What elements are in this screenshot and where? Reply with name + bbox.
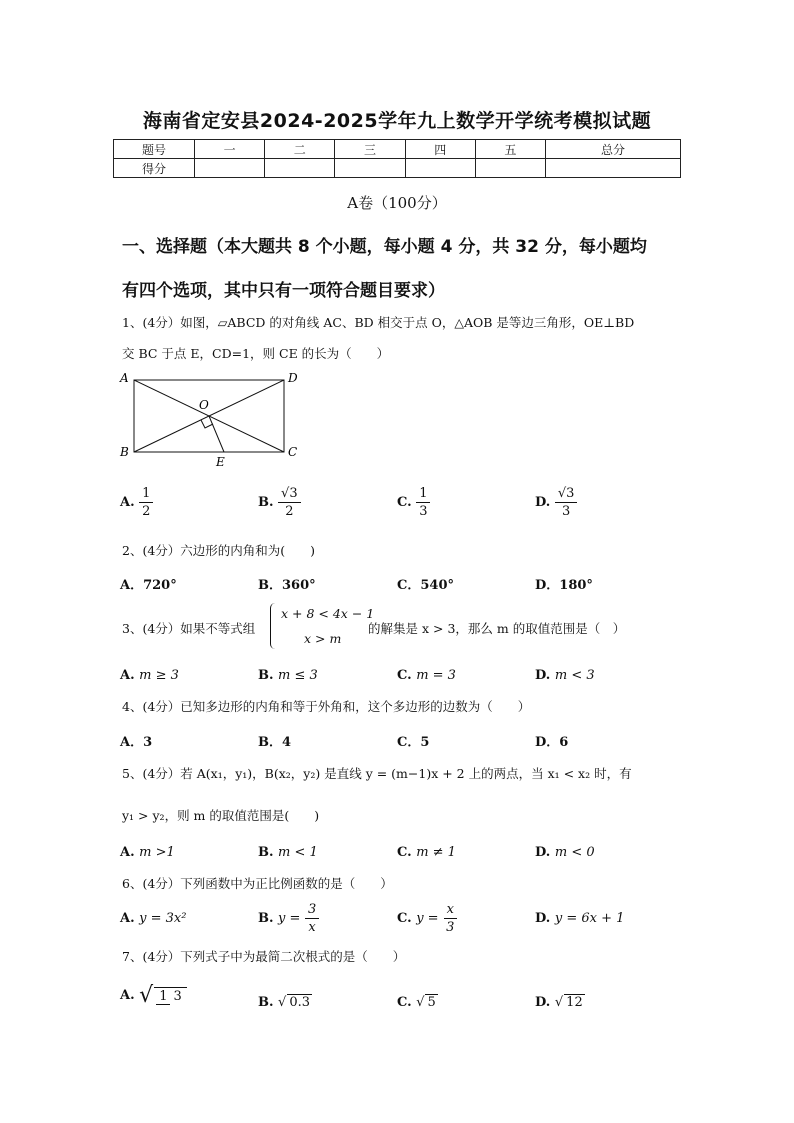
q6-option-a[interactable]: A. y = 3x² [120,911,187,926]
paper-label: A卷（100分） [347,194,447,212]
score-cell: 三 [335,140,405,159]
score-input-cell[interactable] [546,159,681,178]
score-table-header-row [114,140,681,159]
radical-sign: √ [416,995,425,1010]
q3-option-b[interactable]: B. m ≤ 3 [258,668,318,683]
section-heading-line1: 一、选择题（本大题共 8 个小题，每小题 4 分，共 32 分，每小题均 [122,237,647,257]
q7-option-a[interactable]: A. √ 1 3 [120,983,187,1008]
q1-option-a[interactable]: A. $\frac{1}{2}$ [120,485,153,520]
score-input-cell[interactable] [335,159,405,178]
score-input-cell[interactable] [195,159,265,178]
q3-inequality-1: x + 8 < 4x − 1 [281,606,375,621]
label-e: E [216,455,225,469]
q5-option-d[interactable]: D. m < 0 [535,845,595,860]
q2-option-c[interactable]: C．540° [397,578,454,593]
q3-option-d[interactable]: D. m < 3 [535,668,595,683]
fraction: $\frac{√3}{2}$ [278,485,301,520]
section-heading-line2: 有四个选项，其中只有一项符合题目要求） [122,281,445,301]
label-c: C [288,445,298,459]
q1-stem-line2: 交 BC 于点 E，CD=1，则 CE 的长为（ ） [122,346,390,361]
q3-option-a[interactable]: A. m ≥ 3 [120,668,179,683]
q7-stem: 7、(4分）下列式子中为最简二次根式的是（ ） [122,949,406,964]
score-table-score-row [114,159,681,178]
fraction: $\frac{x}{3}$ [443,901,457,936]
q4-option-a[interactable]: A．3 [120,735,153,750]
q7-option-d[interactable]: D. √ 12 [535,995,583,1010]
q6-option-d[interactable]: D. y = 6x + 1 [535,911,625,926]
label-b: B [120,445,129,459]
q2-option-d[interactable]: D．180° [535,578,593,593]
score-cell: 一 [195,140,265,159]
q2-stem: 2、(4分）六边形的内角和为( ) [122,543,316,558]
q6-option-b[interactable]: B. y = $\frac{3}{x}$ [258,901,319,936]
q2-option-b[interactable]: B．360° [258,578,316,593]
fraction: $\frac{1}{2}$ [139,485,153,520]
score-cell: 二 [265,140,335,159]
score-cell: 题号 [114,140,195,159]
q7-option-c[interactable]: C. √ 5 [397,995,436,1010]
label-o: O [199,398,209,412]
fraction-under-root: 1 3 [154,987,187,1005]
fraction: $\frac{3}{x}$ [305,901,319,936]
q4-option-c[interactable]: C．5 [397,735,430,750]
q1-option-d[interactable]: D. $\frac{√3}{3}$ [535,485,577,520]
score-cell: 总分 [546,140,681,159]
segment-oe [209,416,224,452]
score-input-cell[interactable] [405,159,475,178]
q3-post: 的解集是 x > 3，那么 m 的取值范围是（ ） [368,621,626,636]
q3-option-c[interactable]: C. m = 3 [397,668,456,683]
fraction: $\frac{√3}{3}$ [555,485,578,520]
q4-option-d[interactable]: D．6 [535,735,569,750]
label-d: D [288,371,298,385]
q5-stem-line1: 5、(4分）若 A(x₁，y₁)，B(x₂，y₂) 是直线 y = (m−1)x + 2 上的两点，当 x₁ < x₂ 时，有 [122,766,632,781]
score-cell: 四 [405,140,475,159]
q3-inequality-2: x > m [304,631,342,646]
score-cell: 五 [475,140,545,159]
q1-option-c[interactable]: C. $\frac{1}{3}$ [397,485,430,520]
fraction: $\frac{1}{3}$ [416,485,430,520]
q5-option-b[interactable]: B. m < 1 [258,845,318,860]
score-cell: 得分 [114,159,195,178]
q1-stem-a: ▱ABCD 的对角线 AC、BD 相交于点 O，△AOB 是等边三角形，OE⊥BD [217,315,635,330]
q5-option-c[interactable]: C. m ≠ 1 [397,845,456,860]
q6-option-c[interactable]: C. y = $\frac{x}{3}$ [397,901,457,936]
q1-stem-line1 [122,315,634,331]
q5-stem-line2: y₁ > y₂，则 m 的取值范围是( ) [122,808,320,823]
score-input-cell[interactable] [265,159,335,178]
brace-mark [270,603,275,649]
radical-sign: √ [139,983,154,1008]
q3-pre: 3、(4分）如果不等式组 [122,621,256,636]
q2-option-a[interactable]: A．720° [120,578,177,593]
radical-sign: √ [278,995,287,1010]
q6-stem: 6、(4分）下列函数中为正比例函数的是（ ） [122,876,393,891]
q5-option-a[interactable]: A. m >1 [120,845,175,860]
q4-option-b[interactable]: B．4 [258,735,292,750]
radical-sign: √ [554,995,564,1010]
q7-option-b[interactable]: B. √ 0.3 [258,995,311,1010]
q4-stem: 4、(4分）已知多边形的内角和等于外角和，这个多边形的边数为（ ） [122,699,531,714]
score-input-cell[interactable] [475,159,545,178]
q1-option-b[interactable]: B. $\frac{√3}{2}$ [258,485,301,520]
q1-number: 1、(4分）如图， [122,315,218,330]
label-a: A [120,371,129,385]
page-title: 海南省定安县2024-2025学年九上数学开学统考模拟试题 [142,110,652,132]
q1-figure [115,368,298,473]
score-table [113,139,681,178]
